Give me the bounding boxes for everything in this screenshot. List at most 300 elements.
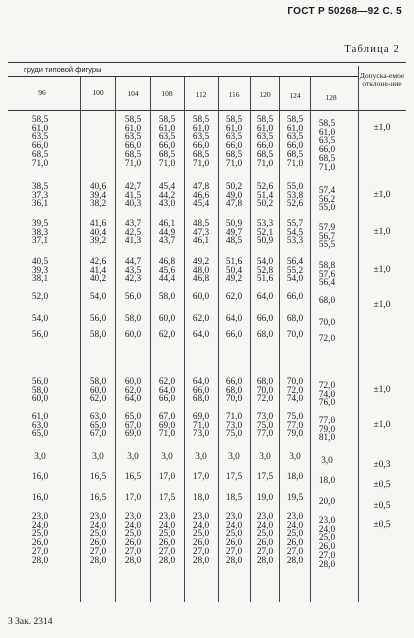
cell-value: 79,0: [318, 424, 336, 435]
table-cell: [249, 220, 281, 246]
table-cell: [311, 335, 343, 344]
table-cell: [24, 473, 56, 482]
table-cell: [249, 315, 281, 324]
header-mid-rule: [8, 76, 358, 77]
table-cell: [249, 116, 281, 168]
cell-value: 68,5: [158, 149, 176, 160]
cell-value: 3,0: [127, 452, 139, 462]
table-cell: [311, 262, 343, 288]
cell-value: 66,0: [158, 394, 176, 405]
table-cell: [117, 453, 149, 462]
cell-value: 47,3: [192, 227, 210, 238]
table-cell: [151, 473, 183, 482]
table-cell: [82, 331, 114, 340]
cell-value: 66,0: [158, 141, 176, 152]
cell-value: 17,5: [225, 472, 243, 482]
cell-value: 37,3: [31, 190, 49, 201]
table-cell: [185, 513, 217, 565]
table-cell: [82, 413, 114, 439]
cell-value: 55,0: [286, 182, 304, 192]
table-cell: [24, 220, 56, 246]
cell-value: 65,0: [124, 412, 142, 422]
cell-value: 55,5: [318, 240, 336, 251]
cell-value: 39,5: [31, 219, 49, 229]
cell-value: 68,5: [256, 149, 274, 160]
cell-value: 53,3: [256, 219, 274, 229]
table-cell: [311, 187, 343, 213]
table-cell: [185, 331, 217, 340]
cell-value: 46,6: [192, 190, 210, 201]
cell-value: 37,1: [31, 236, 49, 247]
cell-value: 46,1: [158, 219, 176, 229]
cell-value: 64,0: [225, 314, 243, 324]
cell-value: 44,9: [158, 227, 176, 238]
cell-value: 23,0: [286, 512, 304, 522]
header-bottom-rule: [8, 110, 406, 111]
table-cell: [311, 382, 343, 408]
table-cell: [151, 331, 183, 340]
cell-value: 46,1: [192, 236, 210, 247]
cell-value: 73,0: [256, 412, 274, 422]
cell-value: 52,6: [256, 182, 274, 192]
cell-value: 3,0: [34, 452, 46, 462]
cell-value: 70,0: [225, 394, 243, 405]
cell-value: 19,5: [286, 493, 304, 503]
cell-value: 61,0: [158, 123, 176, 134]
table-cell: [218, 293, 250, 302]
cell-value: 70,0: [318, 318, 336, 328]
cell-value: 57,6: [318, 269, 336, 280]
cell-value: 25,0: [89, 529, 107, 540]
cell-value: 65,0: [31, 429, 49, 440]
table-cell: [185, 473, 217, 482]
cell-value: 17,0: [124, 493, 142, 503]
cell-value: 66,0: [286, 141, 304, 152]
cell-value: 66,0: [192, 141, 210, 152]
cell-value: 56,4: [286, 257, 304, 267]
cell-value: 52,0: [31, 292, 49, 302]
cell-value: 70,0: [286, 377, 304, 387]
table-cell: [82, 183, 114, 209]
cell-value: 47,8: [225, 199, 243, 210]
table-cell: [117, 220, 149, 246]
cell-value: 72,0: [318, 381, 336, 391]
cell-value: 54,0: [256, 257, 274, 267]
cell-value: 58,0: [124, 314, 142, 324]
cell-value: 60,0: [158, 314, 176, 324]
cell-value: 60,0: [124, 330, 142, 340]
page-header: ГОСТ Р 50268—92 С. 5: [287, 6, 402, 17]
cell-value: 72,0: [318, 334, 336, 344]
cell-value: 61,0: [256, 123, 274, 134]
tolerance-value: ±0,5: [373, 501, 391, 511]
table-cell: [218, 258, 250, 284]
cell-value: 62,0: [192, 314, 210, 324]
cell-value: 71,0: [256, 158, 274, 169]
cell-value: 77,0: [318, 416, 336, 426]
cell-value: 27,0: [225, 546, 243, 557]
cell-value: 49,0: [225, 190, 243, 201]
cell-value: 43,0: [158, 199, 176, 210]
cell-value: 50,9: [256, 236, 274, 247]
cell-value: 23,0: [225, 512, 243, 522]
cell-value: 58,0: [158, 292, 176, 302]
cell-value: 58,5: [31, 115, 49, 125]
cell-value: 41,3: [124, 236, 142, 247]
cell-value: 3,0: [259, 452, 271, 462]
cell-value: 68,0: [192, 394, 210, 405]
cell-value: 49,7: [225, 227, 243, 238]
table-cell: [279, 413, 311, 439]
cell-value: 64,0: [124, 394, 142, 405]
table-cell: [279, 293, 311, 302]
table-cell: [311, 319, 343, 328]
cell-value: 18,0: [318, 476, 336, 486]
cell-value: 16,5: [124, 472, 142, 482]
column-header: 116: [228, 90, 240, 99]
cell-value: 17,5: [256, 472, 274, 482]
cell-value: 52,1: [256, 227, 274, 238]
table-cell: [82, 453, 114, 462]
cell-value: 68,0: [256, 377, 274, 387]
table-cell: [249, 331, 281, 340]
cell-value: 52,6: [286, 199, 304, 210]
table-cell: [249, 453, 281, 462]
cell-value: 54,0: [89, 292, 107, 302]
table-cell: [24, 513, 56, 565]
cell-value: 25,0: [286, 529, 304, 540]
table-cell: [151, 293, 183, 302]
cell-value: 25,0: [192, 529, 210, 540]
cell-value: 77,0: [256, 429, 274, 440]
cell-value: 71,0: [192, 158, 210, 169]
table-cell: [249, 413, 281, 439]
table-cell: [185, 315, 217, 324]
cell-value: 56,0: [89, 314, 107, 324]
cell-value: 46,8: [192, 274, 210, 285]
cell-value: 54,5: [286, 227, 304, 238]
cell-value: 66,0: [31, 141, 49, 152]
table-cell: [82, 315, 114, 324]
cell-value: 70,0: [286, 330, 304, 340]
cell-value: 71,0: [158, 429, 176, 440]
cell-value: 42,7: [124, 182, 142, 192]
cell-value: 17,0: [192, 472, 210, 482]
cell-value: 65,0: [89, 420, 107, 431]
cell-value: 54,0: [286, 274, 304, 285]
cell-value: 23,0: [158, 512, 176, 522]
table-cell: [311, 477, 343, 486]
table-cell: [151, 378, 183, 404]
column-header: 100: [92, 88, 104, 97]
cell-value: 68,0: [286, 314, 304, 324]
table-cell: [279, 116, 311, 168]
cell-value: 71,0: [286, 158, 304, 169]
table-cell: [249, 183, 281, 209]
table-cell: [151, 116, 183, 168]
col-divider: [80, 77, 81, 602]
cell-value: 81,0: [318, 433, 336, 444]
cell-value: 39,3: [31, 265, 49, 276]
cell-value: 27,0: [158, 546, 176, 557]
cell-value: 57,9: [318, 223, 336, 233]
cell-value: 63,5: [158, 132, 176, 143]
cell-value: 69,0: [158, 420, 176, 431]
cell-value: 26,0: [124, 538, 142, 549]
cell-value: 39,2: [89, 236, 107, 247]
table-cell: [151, 258, 183, 284]
table-cell: [185, 378, 217, 404]
table-cell: [185, 258, 217, 284]
cell-value: 63,0: [31, 420, 49, 431]
cell-value: 68,5: [192, 149, 210, 160]
cell-value: 43,5: [124, 265, 142, 276]
cell-value: 61,0: [286, 123, 304, 134]
cell-value: 66,0: [225, 141, 243, 152]
cell-value: 55,0: [318, 203, 336, 214]
table-cell: [24, 453, 56, 462]
table-title: Таблица 2: [344, 44, 400, 55]
table-cell: [24, 258, 56, 284]
table-cell: [311, 297, 343, 306]
cell-value: 23,0: [256, 512, 274, 522]
table-cell: [185, 183, 217, 209]
cell-value: 28,0: [31, 555, 49, 566]
cell-value: 66,0: [286, 292, 304, 302]
cell-value: 41,6: [89, 219, 107, 229]
cell-value: 73,0: [225, 420, 243, 431]
cell-value: 3,0: [92, 452, 104, 462]
cell-value: 58,5: [286, 115, 304, 125]
cell-value: 17,5: [158, 493, 176, 503]
table-cell: [82, 473, 114, 482]
cell-value: 45,4: [192, 199, 210, 210]
cell-value: 41,4: [89, 265, 107, 276]
cell-value: 50,9: [225, 219, 243, 229]
cell-value: 75,0: [286, 412, 304, 422]
cell-value: 51,6: [225, 257, 243, 267]
cell-value: 58,5: [225, 115, 243, 125]
cell-value: 28,0: [318, 559, 336, 570]
cell-value: 18,0: [286, 472, 304, 482]
table-cell: [185, 413, 217, 439]
cell-value: 57,4: [318, 186, 336, 196]
cell-value: 26,0: [89, 538, 107, 549]
cell-value: 44,7: [124, 257, 142, 267]
cell-value: 43,7: [158, 236, 176, 247]
cell-value: 67,0: [89, 429, 107, 440]
cell-value: 62,0: [124, 385, 142, 396]
table-cell: [249, 258, 281, 284]
tolerance-value: ±0,5: [373, 480, 391, 490]
cell-value: 68,5: [31, 149, 49, 160]
col-divider: [358, 66, 359, 602]
cell-value: 50,4: [225, 265, 243, 276]
table-cell: [24, 183, 56, 209]
cell-value: 49,2: [225, 274, 243, 285]
table-cell: [24, 413, 56, 439]
table-cell: [218, 331, 250, 340]
cell-value: 39,4: [89, 190, 107, 201]
cell-value: 45,4: [158, 182, 176, 192]
cell-value: 68,5: [318, 153, 336, 164]
table-cell: [24, 315, 56, 324]
cell-value: 24,0: [225, 520, 243, 531]
tolerance-value: ±1,0: [373, 420, 391, 430]
cell-value: 50,2: [225, 182, 243, 192]
cell-value: 24,0: [158, 520, 176, 531]
cell-value: 42,6: [89, 257, 107, 267]
cell-value: 75,0: [225, 429, 243, 440]
cell-value: 27,0: [192, 546, 210, 557]
cell-value: 28,0: [158, 555, 176, 566]
table-cell: [117, 315, 149, 324]
cell-value: 60,0: [31, 394, 49, 405]
cell-value: 23,0: [192, 512, 210, 522]
cell-value: 66,0: [225, 330, 243, 340]
cell-value: 66,0: [256, 141, 274, 152]
cell-value: 63,5: [256, 132, 274, 143]
cell-value: 52,8: [256, 265, 274, 276]
table-cell: [82, 513, 114, 565]
cell-value: 69,0: [192, 412, 210, 422]
cell-value: 58,5: [124, 115, 142, 125]
cell-value: 17,0: [158, 472, 176, 482]
cell-value: 38,1: [31, 274, 49, 285]
cell-value: 68,5: [225, 149, 243, 160]
cell-value: 63,0: [89, 412, 107, 422]
tolerance-value: ±1,0: [373, 190, 391, 200]
cell-value: 56,4: [318, 278, 336, 289]
tolerance-value: ±0,5: [373, 520, 391, 530]
cell-value: 51,4: [256, 190, 274, 201]
cell-value: 79,0: [286, 429, 304, 440]
table-cell: [279, 473, 311, 482]
cell-value: 3,0: [228, 452, 240, 462]
table-cell: [185, 453, 217, 462]
cell-value: 67,0: [124, 420, 142, 431]
cell-value: 77,0: [286, 420, 304, 431]
cell-value: 58,0: [31, 385, 49, 396]
cell-value: 58,5: [192, 115, 210, 125]
cell-value: 60,0: [192, 292, 210, 302]
cell-value: 25,0: [225, 529, 243, 540]
cell-value: 38,2: [89, 199, 107, 210]
cell-value: 43,7: [124, 219, 142, 229]
cell-value: 18,0: [192, 493, 210, 503]
cell-value: 72,0: [286, 385, 304, 396]
cell-value: 27,0: [31, 546, 49, 557]
cell-value: 25,0: [158, 529, 176, 540]
cell-value: 24,0: [89, 520, 107, 531]
cell-value: 24,0: [192, 520, 210, 531]
cell-value: 40,5: [31, 257, 49, 267]
table-cell: [24, 293, 56, 302]
table-cell: [279, 315, 311, 324]
cell-value: 3,0: [195, 452, 207, 462]
cell-value: 58,0: [89, 330, 107, 340]
cell-value: 3,0: [161, 452, 173, 462]
table-cell: [185, 494, 217, 503]
cell-value: 28,0: [225, 555, 243, 566]
table-cell: [151, 183, 183, 209]
cell-value: 75,0: [256, 420, 274, 431]
column-header: 96: [38, 88, 46, 97]
cell-value: 54,0: [31, 314, 49, 324]
tolerance-value: ±1,0: [373, 227, 391, 237]
cell-value: 18,5: [225, 493, 243, 503]
cell-value: 48,5: [225, 236, 243, 247]
cell-value: 16,5: [89, 493, 107, 503]
cell-value: 74,0: [318, 389, 336, 400]
cell-value: 20,0: [318, 497, 336, 507]
column-header: 112: [195, 90, 207, 99]
table-cell: [117, 473, 149, 482]
table-cell: [185, 220, 217, 246]
cell-value: 63,5: [124, 132, 142, 143]
cell-value: 48,0: [192, 265, 210, 276]
cell-value: 64,0: [192, 377, 210, 387]
table-cell: [311, 417, 343, 443]
cell-value: 61,0: [124, 123, 142, 134]
cell-value: 58,0: [89, 377, 107, 387]
cell-value: 64,0: [192, 330, 210, 340]
cell-value: 55,7: [286, 219, 304, 229]
cell-value: 62,0: [225, 292, 243, 302]
tolerance-value: ±1,0: [373, 300, 391, 310]
cell-value: 60,0: [124, 377, 142, 387]
cell-value: 68,0: [318, 296, 336, 306]
table-cell: [185, 116, 217, 168]
cell-value: 24,0: [31, 520, 49, 531]
cell-value: 71,0: [31, 158, 49, 169]
cell-value: 61,0: [225, 123, 243, 134]
table-cell: [218, 378, 250, 404]
table-cell: [311, 224, 343, 250]
cell-value: 23,0: [31, 512, 49, 522]
cell-value: 36,1: [31, 199, 49, 210]
table-cell: [117, 413, 149, 439]
cell-value: 66,0: [225, 377, 243, 387]
table-cell: [249, 378, 281, 404]
table-cell: [117, 331, 149, 340]
table-cell: [151, 220, 183, 246]
cell-value: 27,0: [286, 546, 304, 557]
table-cell: [117, 116, 149, 168]
cell-value: 56,0: [124, 292, 142, 302]
table-cell: [218, 183, 250, 209]
cell-value: 28,0: [256, 555, 274, 566]
table-cell: [82, 494, 114, 503]
table-cell: [82, 220, 114, 246]
cell-value: 38,5: [31, 182, 49, 192]
cell-value: 44,2: [158, 190, 176, 201]
cell-value: 71,0: [124, 158, 142, 169]
cell-value: 28,0: [124, 555, 142, 566]
cell-value: 55,2: [286, 265, 304, 276]
cell-value: 26,0: [192, 538, 210, 549]
table-cell: [249, 473, 281, 482]
table-cell: [117, 513, 149, 565]
cell-value: 27,0: [124, 546, 142, 557]
table-cell: [218, 473, 250, 482]
table-cell: [218, 413, 250, 439]
column-header: 124: [289, 91, 301, 100]
cell-value: 40,4: [89, 227, 107, 238]
table-cell: [279, 331, 311, 340]
cell-value: 41,5: [124, 190, 142, 201]
cell-value: 48,5: [192, 219, 210, 229]
